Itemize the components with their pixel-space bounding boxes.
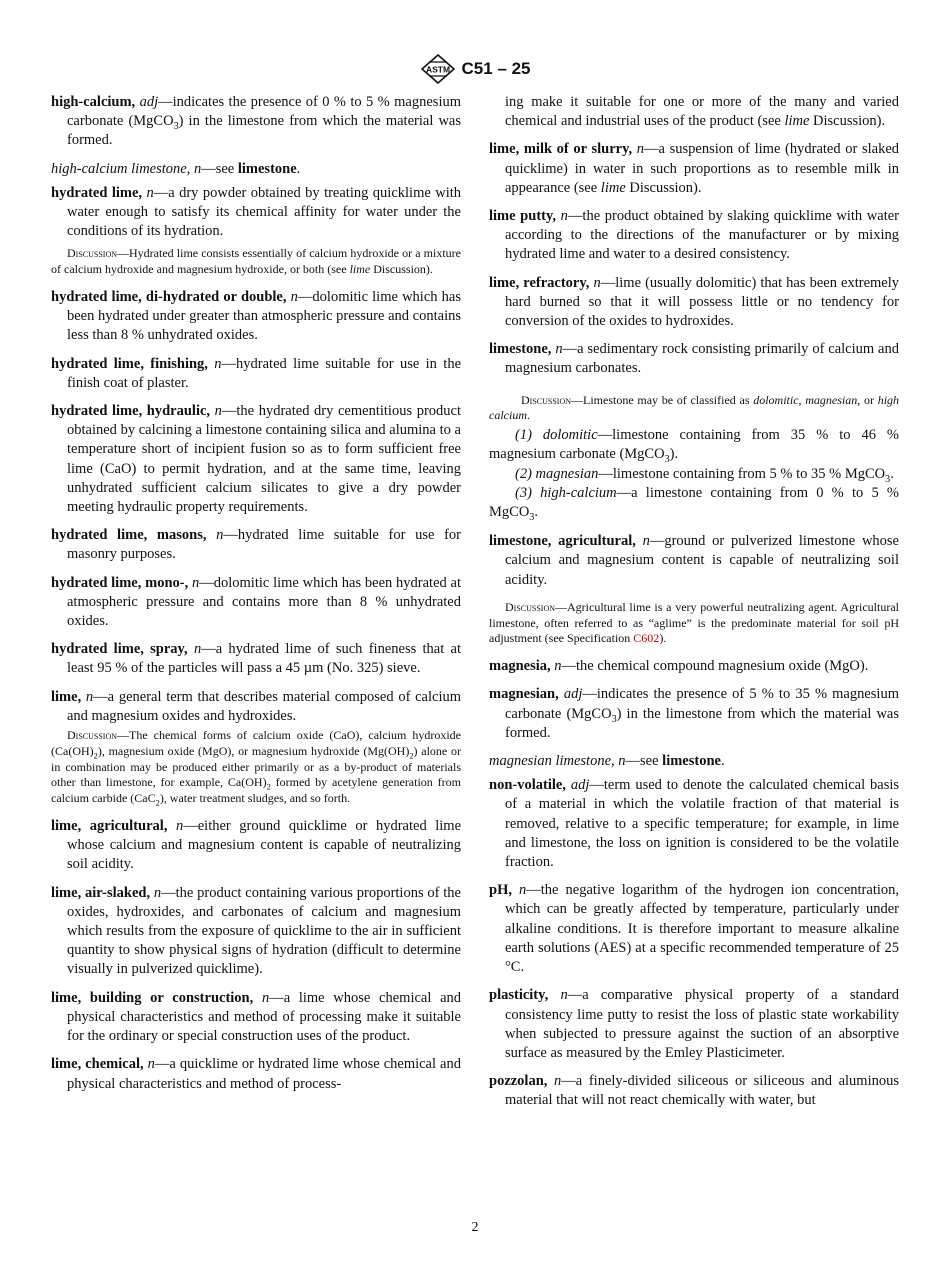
entry-plasticity: plasticity, n—a comparative physical property of a standard consistency lime putty to resist the loss of plastic state workability when subjected to pressure against the suction of an absorptive surface as measured by the Emley Plasticimeter. xyxy=(489,987,899,1061)
discussion-lime: Discussion—The chemical forms of calcium oxide (CaO), calcium hydroxide $(Ca(OH)_2)$, magnesium oxide (MgO), or magnesium hydroxide $(Mg(OH)_2)$ alone or in combination may be produced either primarily or as a by-product of materials other than limestone, for example, $Ca(OH)_2$ formed by acetylene generation from calcium carbide (CaC$_2$), water treatment sludges, and so forth. xyxy=(51,728,461,808)
entry-high-calcium-limestone: high-calcium limestone, n—see limestone. xyxy=(51,160,301,177)
astm-logo-icon xyxy=(420,54,456,84)
page-number: 2 xyxy=(471,1220,479,1235)
entry-hydrated-lime-spray: hydrated lime, spray, n—a hydrated lime of such fineness that at least 95 % of the particles will pass a 45 µm (No. 325) sieve. xyxy=(51,641,462,677)
entry-lime-building: lime, building or construction, n—a lime whose chemical and physical characteristics and method of processing make it suitable for the ordinary or special construction uses of the product. xyxy=(51,989,461,1045)
discussion-limestone: Discussion—Limestone may be of classified as dolomitic, magnesian, or high calcium. xyxy=(489,392,900,423)
entry-limestone: limestone, n—a sedimentary rock consisting primarily of calcium and magnesium carbonates. xyxy=(489,341,899,377)
entry-lime-milk: lime, milk of or slurry, n—a suspension of lime (hydrated or slaked quicklime) in water in such proportions as to resemble milk in appearance (see lime Discussion). xyxy=(489,141,899,196)
logo-text: ASTM xyxy=(425,64,450,75)
entry-lime-agricultural: lime, agricultural, n—either ground quicklime or hydrated lime whose calcium and magnesium content is capable of neutralizing soil acidity. xyxy=(51,818,462,873)
entry-hydrated-lime-finishing: hydrated lime, finishing, n—hydrated lime suitable for use in the finish coat of plaster. xyxy=(51,355,462,391)
limestone-item-dolomitic: (1) dolomitic—limestone containing from 35 % to 46 % magnesium carbonate (MgCO$_3$). xyxy=(489,427,899,466)
entry-lime-chemical: lime, chemical, n—a quicklime or hydrated lime whose chemical and physical characteristics and method of process- xyxy=(51,1056,461,1092)
entry-ph: pH, n—the negative logarithm of the hydrogen ion concentration, which can be greatly affected by temperature, particularly under alkaline conditions. It is therefore important to measure alkaline earth solutions (AES) at a specific recommended temperature of 25 °C. xyxy=(489,882,900,976)
entry-limestone-agricultural: limestone, agricultural, n—ground or pulverized limestone whose calcium and magnesium content is capable of neutralizing soil acidity. xyxy=(489,533,899,588)
limestone-item-magnesian: (2) magnesian—limestone containing from 5 % to 35 % MgCO$_3$. xyxy=(515,465,894,485)
entry-magnesia: magnesia, n—the chemical compound magnesium oxide (MgO). xyxy=(489,658,869,675)
entry-magnesian: magnesian, adj—indicates the presence of 5 % to 35 % magnesium carbonate (MgCO$_3$) in the limestone from which the material was formed. xyxy=(489,686,899,741)
standard-designation: C51 – 25 xyxy=(461,59,531,78)
page-header xyxy=(0,54,950,84)
entry-lime: lime, n—a general term that describes material composed of calcium and magnesium oxides and hydroxides. xyxy=(51,688,461,724)
entry-lime-chemical-continued: ing make it suitable for one or more of the many and varied chemical and industrial uses of the product (see lime Discussion). xyxy=(505,94,899,130)
entry-lime-air-slaked: lime, air-slaked, n—the product containing various proportions of the oxides, hydroxides, and carbonates of calcium and magnesium which results from the exposure of quicklime to the air in sufficient quantity to show physical signs of hydration (difficult to determine visually in pulverized quicklime). xyxy=(51,884,461,978)
discussion-hydrated-lime: Discussion—Hydrated lime consists essentially of calcium hydroxide or a mixture of calcium hydroxide and magnesium hydroxide, or both (see lime Discussion). xyxy=(51,246,461,277)
right-column xyxy=(489,93,899,1120)
entry-high-calcium: high-calcium, adj—indicates the presence of 0 % to 5 % magnesium carbonate (MgCO$_3$) in the limestone from which the material was formed. xyxy=(51,94,461,149)
entry-hydrated-lime-double: hydrated lime, di-hydrated or double, n—dolomitic lime which has been hydrated under greater than atmospheric pressure and contains less than 8 % unhydrated oxides. xyxy=(51,289,462,344)
entry-lime-refractory: lime, refractory, n—lime (usually dolomitic) that has been extremely hard burned so that it will possess little or no tendency for conversion of the oxides to hydroxides. xyxy=(489,274,899,330)
entry-hydrated-lime-masons: hydrated lime, masons, n—hydrated lime suitable for use for masonry purposes. xyxy=(51,527,461,563)
entry-hydrated-lime-hydraulic: hydrated lime, hydraulic, n—the hydrated dry cementitious product obtained by calcining a limestone containing silica and alumina to a temperature short of incipient fusion so as to form sufficient free lime (CaO) to permit hydration, and at the same time, leaving unhydrated sufficient calcium silicates to give a dry powder meeting hydraulic property requirements. xyxy=(51,403,461,516)
entry-non-volatile: non-volatile, adj—term used to denote the calculated chemical basis of a material in which the volatile fraction of that material is removed, relative to a specific temperature; for example, in lime and limestone, the loss on ignition is considered to be the volatile fraction. xyxy=(489,777,900,871)
left-column xyxy=(51,93,461,1103)
entry-hydrated-lime-mono: hydrated lime, mono-, n—dolomitic lime which has been hydrated at atmospheric pressure and contains more than 8 % unhydrated oxides. xyxy=(51,574,461,630)
spec-c602-link[interactable]: C602 xyxy=(633,631,660,646)
entry-lime-putty: lime putty, n—the product obtained by slaking quicklime with water according to the directions of the manufacturer or by mixing hydrated lime and water to a desired consistency. xyxy=(489,208,899,263)
entry-hydrated-lime: hydrated lime, n—a dry powder obtained by treating quicklime with water enough to satisfy its chemical affinity for water under the conditions of its hydration. xyxy=(51,184,461,240)
entry-magnesian-limestone: magnesian limestone, n—see limestone. xyxy=(489,753,725,770)
limestone-item-high-calcium: (3) high-calcium—a limestone containing from 0 % to 5 % MgCO$_3$. xyxy=(489,484,899,523)
entry-pozzolan: pozzolan, n—a finely-divided siliceous or siliceous and aluminous material that will not react chemically with water, but xyxy=(489,1073,899,1109)
discussion-limestone-agricultural: Discussion—Agricultural lime is a very powerful neutralizing agent. Agricultural limestone, often referred to as “aglime” is the predominate material for soil pH adjustment (see Specification C602). xyxy=(489,599,899,646)
